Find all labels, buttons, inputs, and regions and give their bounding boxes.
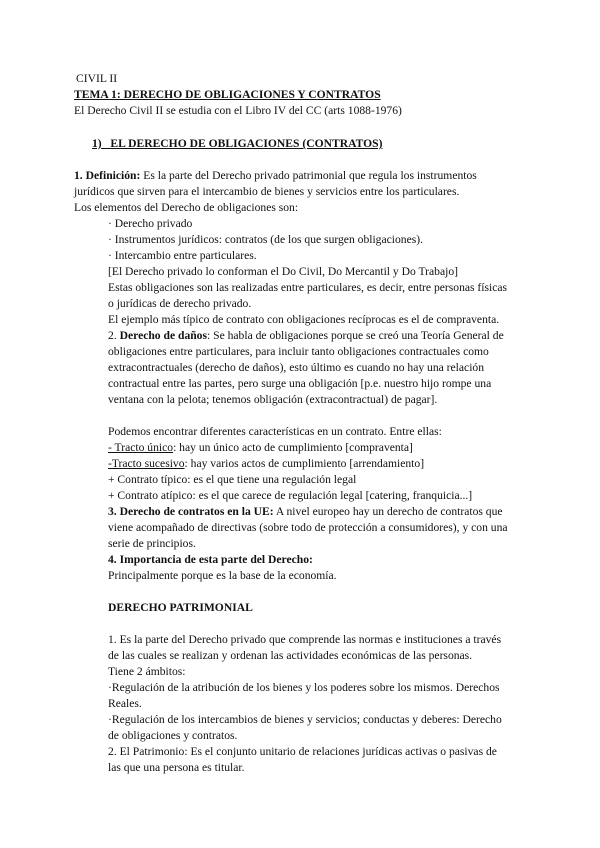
patrimonio-line: las que una persona es titular. — [108, 761, 245, 774]
paragraph-line: Estas obligaciones son las realizadas entre particulares, es decir, entre personas físicas — [108, 281, 508, 294]
paragraph-line: El ejemplo más típico de contrato con obligaciones recíprocas es el de compraventa. — [108, 313, 500, 326]
course-label: CIVIL II — [76, 72, 118, 85]
importancia-label: 4. Importancia de esta parte del Derecho: — [108, 553, 313, 566]
definition-label: 1. Definición: — [74, 169, 141, 182]
ambito-1-line: Reales. — [108, 697, 142, 710]
danos-label: Derecho de daños — [119, 329, 207, 342]
section-number: 1) — [92, 137, 102, 150]
characteristics-intro: Podemos encontrar diferentes características en un contrato. Entre ellas: — [108, 425, 442, 438]
patrimonio-line: 2. El Patrimonio: Es el conjunto unitario de relaciones jurídicas activas o pasivas de — [108, 745, 497, 758]
ue-line: serie de principios. — [108, 537, 196, 550]
tracto-sucesivo-text: : hay varios actos de cumplimiento [arrendamiento] — [184, 457, 425, 470]
tracto-unico-label: - Tracto único — [108, 441, 174, 454]
topic-title: TEMA 1: DERECHO DE OBLIGACIONES Y CONTRATOS — [74, 88, 381, 101]
section-title: EL DERECHO DE OBLIGACIONES (CONTRATOS) — [110, 137, 383, 150]
ue-text: A nivel europeo hay un derecho de contratos que — [273, 505, 503, 518]
tracto-unico-text: : hay un único acto de cumplimiento [compraventa] — [173, 441, 413, 454]
danos-line: extracontractuales (derecho de daños), esto último es cuando no hay una relación — [108, 361, 485, 374]
element-item: · Derecho privado — [108, 217, 193, 230]
importancia-text: Principalmente porque es la base de la economía. — [108, 569, 337, 582]
definition-text: Es la parte del Derecho privado patrimonial que regula los instrumentos — [143, 169, 477, 182]
elements-intro: Los elementos del Derecho de obligaciones son: — [74, 201, 299, 214]
contrato-tipico: + Contrato típico: es el que tiene una regulación legal — [108, 473, 357, 486]
danos-line: obligaciones entre particulares, para incluir tanto obligaciones contractuales como — [108, 345, 489, 358]
danos-line-1 — [108, 328, 504, 344]
ambito-2-line: ·Regulación de los intercambios de bienes y servicios; conductas y deberes: Derecho — [108, 713, 502, 726]
tracto-sucesivo — [108, 456, 424, 472]
element-item: · Intercambio entre particulares. — [108, 249, 257, 262]
section-heading — [92, 136, 382, 152]
danos-line: contractual entre las partes, pero surge una obligación [p.e. nuestro hijo rompe una — [108, 377, 492, 390]
ue-label: 3. Derecho de contratos en la UE: — [108, 505, 274, 518]
paragraph-line: o jurídicas de derecho privado. — [108, 297, 252, 310]
danos-line: ventana con la pelota; tenemos obligación (extracontractual) de pagar]. — [108, 393, 438, 406]
private-law-note: [El Derecho privado lo conforman el Do Civil, Do Mercantil y Do Trabajo] — [108, 265, 458, 278]
tracto-sucesivo-label: -Tracto sucesivo — [108, 457, 185, 470]
tracto-unico — [108, 440, 413, 456]
ambito-2-line: de obligaciones y contratos. — [108, 729, 238, 742]
patrimonial-line: 1. Es la parte del Derecho privado que comprende las normas e instituciones a través — [108, 633, 502, 646]
ue-line-1 — [108, 504, 503, 520]
intro-line: El Derecho Civil II se estudia con el Libro IV del CC (arts 1088-1976) — [74, 104, 402, 117]
definition-line-2: jurídicos que sirven para el intercambio de bienes y servicios entre los particulares. — [74, 185, 460, 198]
danos-number: 2. — [108, 329, 117, 342]
ue-line: viene acompañado de directivas (sobre todo de protección a consumidores), y con una — [108, 521, 508, 534]
ambito-1-line: ·Regulación de la atribución de los bienes y los poderes sobre los mismos. Derechos — [108, 681, 500, 694]
danos-text: : Se habla de obligaciones porque se creó una Teoría General de — [207, 329, 504, 342]
patrimonial-line: de las cuales se realizan y ordenan las actividades económicas de las personas. — [108, 649, 473, 662]
ambitos-line: Tiene 2 ámbitos: — [108, 665, 186, 678]
contrato-atipico: + Contrato atípico: es el que carece de regulación legal [catering, franquicia...] — [108, 489, 473, 502]
definition-line-1 — [74, 168, 477, 184]
patrimonial-heading: DERECHO PATRIMONIAL — [108, 601, 253, 614]
element-item: · Instrumentos jurídicos: contratos (de los que surgen obligaciones). — [108, 233, 424, 246]
